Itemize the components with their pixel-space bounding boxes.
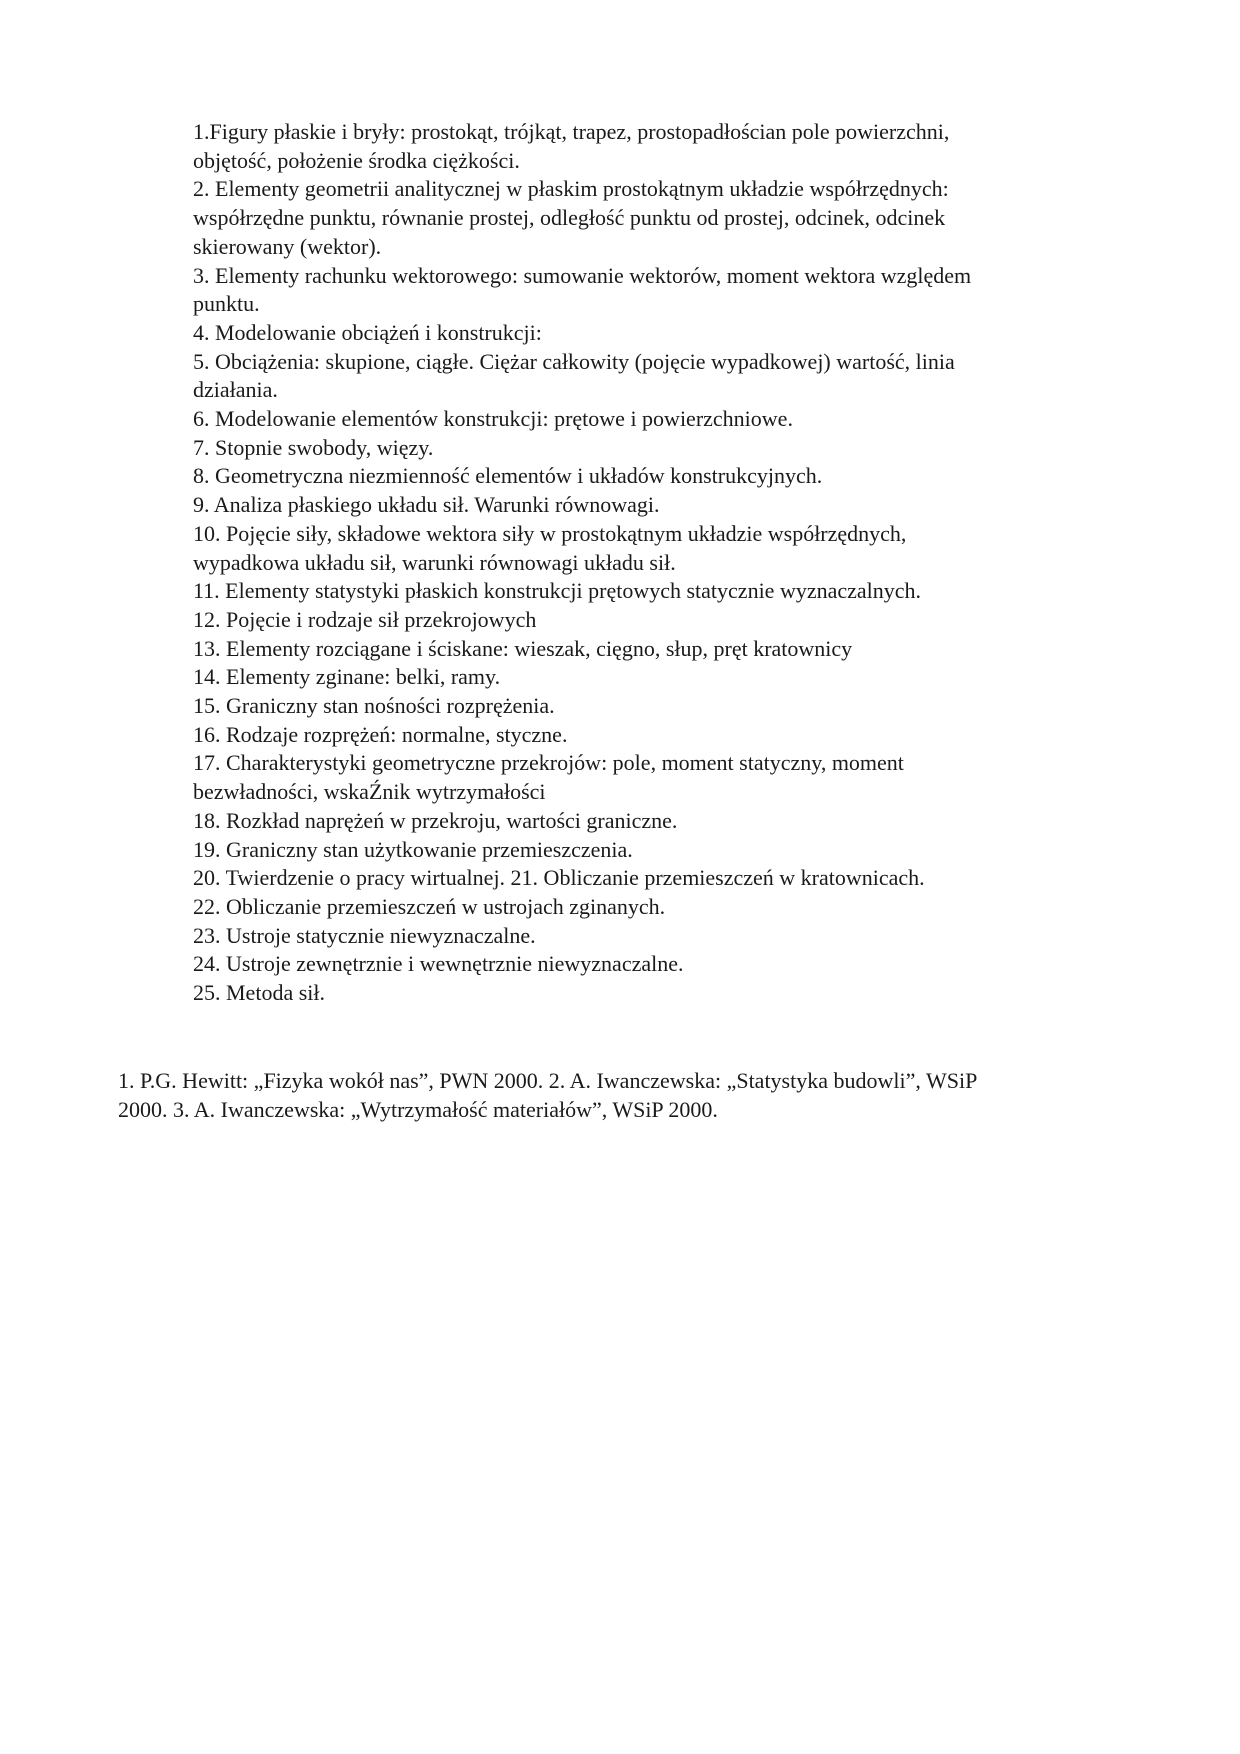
topic-line: 14. Elementy zginane: belki, ramy. xyxy=(193,664,501,690)
topic-line: 7. Stopnie swobody, więzy. xyxy=(193,434,434,460)
topic-list xyxy=(193,118,1093,1008)
topic-line: 16. Rodzaje rozprężeń: normalne, styczne. xyxy=(193,721,568,747)
reference-list xyxy=(118,1067,1118,1124)
topic-line: 1.Figury płaskie i bryły: prostokąt, trójkąt, trapez, prostopadłościan pole powierzchni, xyxy=(193,119,950,144)
topic-line: 4. Modelowanie obciążeń i konstrukcji: xyxy=(193,319,542,345)
topic-line: 3. Elementy rachunku wektorowego: sumowanie wektorów, moment wektora względem xyxy=(193,262,972,288)
topic-line: 18. Rozkład naprężeń w przekroju, wartości graniczne. xyxy=(193,807,678,833)
topic-line: punktu. xyxy=(193,291,260,317)
topic-line: 24. Ustroje zewnętrznie i wewnętrznie niewyznaczalne. xyxy=(193,951,684,977)
topic-line: 19. Graniczny stan użytkowanie przemieszczenia. xyxy=(193,836,633,862)
topic-line: 6. Modelowanie elementów konstrukcji: prętowe i powierzchniowe. xyxy=(193,406,793,432)
topic-line: 22. Obliczanie przemieszczeń w ustrojach zginanych. xyxy=(193,893,666,919)
reference-line: 2000. 3. A. Iwanczewska: „Wytrzymałość materiałów”, WSiP 2000. xyxy=(118,1096,718,1122)
topic-line: 12. Pojęcie i rodzaje sił przekrojowych xyxy=(193,606,537,632)
topic-line: 10. Pojęcie siły, składowe wektora siły w prostokątnym układzie współrzędnych, xyxy=(193,520,907,546)
topic-line: objętość, położenie środka ciężkości. xyxy=(193,147,520,173)
topic-line: 20. Twierdzenie o pracy wirtualnej. 21. Obliczanie przemieszczeń w kratownicach. xyxy=(193,865,925,891)
topic-line: 11. Elementy statystyki płaskich konstrukcji prętowych statycznie wyznaczalnych. xyxy=(193,578,922,604)
reference-line: 1. P.G. Hewitt: „Fizyka wokół nas”, PWN 2000. 2. A. Iwanczewska: „Statystyka budowli”, WSiP xyxy=(118,1068,978,1093)
topic-line: skierowany (wektor). xyxy=(193,233,382,259)
topic-line: 23. Ustroje statycznie niewyznaczalne. xyxy=(193,922,536,948)
topic-line: 25. Metoda sił. xyxy=(193,980,325,1006)
topic-line: 9. Analiza płaskiego układu sił. Warunki równowagi. xyxy=(193,492,660,518)
topic-line: współrzędne punktu, równanie prostej, odległość punktu od prostej, odcinek, odcinek xyxy=(193,205,946,231)
topic-line: 5. Obciążenia: skupione, ciągłe. Ciężar całkowity (pojęcie wypadkowej) wartość, linia xyxy=(193,348,955,374)
topic-line: 13. Elementy rozciągane i ściskane: wieszak, cięgno, słup, pręt kratownicy xyxy=(193,635,853,661)
topic-line: 8. Geometryczna niezmienność elementów i układów konstrukcyjnych. xyxy=(193,463,823,489)
topic-line: bezwładności, wskaŹnik wytrzymałości xyxy=(193,779,546,805)
topic-line: wypadkowa układu sił, warunki równowagi układu sił. xyxy=(193,549,676,575)
topic-line: działania. xyxy=(193,377,278,403)
topic-line: 15. Graniczny stan nośności rozprężenia. xyxy=(193,693,555,719)
topic-line: 17. Charakterystyki geometryczne przekrojów: pole, moment statyczny, moment xyxy=(193,750,904,776)
topic-line: 2. Elementy geometrii analitycznej w płaskim prostokątnym układzie współrzędnych: xyxy=(193,176,949,202)
